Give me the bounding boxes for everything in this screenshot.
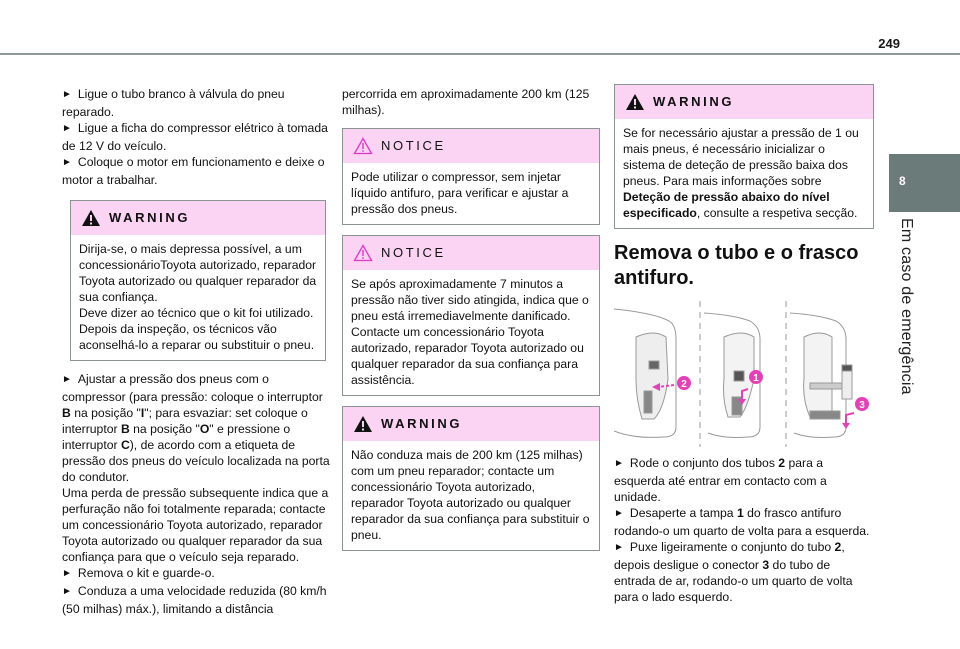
pressure-loss-text: Uma perda de pressão subsequente indica que a perfuração não foi totalmente reparada; contacte um concessionário Toyota autorizado, reparador Toyota autorizado ou qualquer reparador da sua confiança para que o veículo seja reparado. [62,486,329,564]
text: Desaperte a tampa [629,506,737,520]
warning-box [342,406,600,551]
part-ref: 2 [834,540,842,554]
text: Puxe ligeiramente o conjunto do tubo [629,540,835,554]
text: Ajustar a pressão dos pneus com o compressor (para pressão: coloque o interruptor [62,372,323,404]
warning-header [343,407,599,441]
notice-body [343,163,599,224]
continuation-text: percorrida em aproximadamente 200 km (125 milhas). [342,87,590,117]
chapter-number: 8 [899,174,906,188]
text: na posição " [70,406,141,420]
text: Se for necessário ajustar a pressão de 1 ou mais pneus, é necessário inicializar o sistema de deteção de pressão baixa dos pneus. Para mais informações sobre [623,126,859,188]
text: na posição " [129,422,200,436]
warning-body [615,119,873,228]
text: "; para esvaziar: set coloque o interruptor [62,406,308,436]
chapter-tab[interactable] [889,154,960,212]
warning-text: Não conduza mais de 200 km (125 milhas) com um pneu reparador; contacte um concessionário Toyota autorizado, reparador Toyota autorizado ou qualquer reparador da sua confiança para substituir o pneu. [351,448,590,542]
text: ), de acordo com a etiqueta de pressão dos pneus do veículo localizada na porta do condutor. [62,438,330,484]
notice-triangle-outline-icon [353,137,373,155]
step-2-drawing [614,309,676,437]
warning-text [623,125,865,221]
text: para a esquerda até entrar em contacto com a unidade. [614,456,827,504]
switch-c: C [120,438,130,452]
warning-label: WARNING [381,416,463,431]
warning-label: WARNING [109,210,191,225]
notice-text: Pode utilizar o compressor, sem injetar líquido antifuro, para verificar e ajustar a pressão dos pneus. [351,170,569,216]
warning-triangle-filled-icon [625,93,645,111]
text: , consulte a respetiva secção. [696,206,858,220]
notice-header [343,236,599,270]
instruction-step [614,539,874,605]
notice-box [342,128,600,225]
warning-header [615,85,873,119]
warning-text: Dirija-se, o mais depressa possível, a um concessionárioToyota autorizado, reparador Toyota autorizado ou qualquer reparador da sua confiança. [79,242,317,304]
warning-header [71,201,325,235]
warning-body [71,235,325,360]
warning-box [614,84,874,229]
notice-body [343,270,599,395]
text: , depois desligue o conector [614,540,845,572]
warning-box [70,200,326,361]
column-1 [62,86,332,617]
notice-label: NOTICE [381,138,446,153]
warning-text: Deve dizer ao técnico que o kit foi utilizado. [79,306,314,320]
warning-triangle-filled-icon [81,209,101,227]
part-ref: 3 [762,558,770,572]
chapter-title: Em caso de emergência [898,218,915,395]
switch-b: B [62,406,71,420]
position-o: O [199,422,210,436]
section-reference: Deteção de pressão abaixo do nível especificado [623,190,830,220]
warning-text: Depois da inspeção, os técnicos vão aconselhá-lo a reparar ou substituir o pneu. [79,322,315,352]
tube-removal-illustration [614,299,874,449]
switch-b: B [120,422,130,436]
svg-text:3: 3 [859,400,865,411]
instruction-step: ► Ligue a ficha do compressor elétrico à tomada de 12 V do veículo. [62,120,332,154]
text: " e pressione o interruptor [62,422,291,452]
warning-label: WARNING [653,94,735,109]
instruction-step: ► Remova o kit e guarde-o. [62,565,332,583]
part-ref: 2 [778,456,786,470]
notice-triangle-outline-icon [353,244,373,262]
text: Rode o conjunto dos tubos [629,456,779,470]
instruction-step [614,505,874,539]
text: do frasco antifuro rodando-o um quarto de volta para a esquerda. [614,506,870,538]
notice-header [343,129,599,163]
warning-body [343,441,599,550]
notice-label: NOTICE [381,245,446,260]
step-3-drawing [790,313,852,438]
column-3 [614,84,874,605]
position-i: I [140,406,145,420]
instruction-step: ► Conduza a uma velocidade reduzida (80 km/h (50 milhas) máx.), limitando a distância [62,583,332,617]
svg-text:2: 2 [681,379,687,390]
part-ref: 1 [736,506,744,520]
adjust-pressure-step [62,371,332,485]
instruction-step: ► Coloque o motor em funcionamento e deixe o motor a trabalhar. [62,154,332,188]
svg-text:1: 1 [753,373,759,384]
notice-box [342,235,600,396]
page-number: 249 [878,36,900,51]
instruction-step [614,455,874,505]
text: do tubo de entrada de ar, rodando-o um quarto de volta para o lado esquerdo. [614,558,853,604]
section-title: Remova o tubo e o frasco antifuro. [614,242,859,289]
instruction-step: ► Ligue o tubo branco à válvula do pneu reparado. [62,86,332,120]
header-rule [0,53,960,55]
warning-triangle-filled-icon [353,415,373,433]
notice-text: Se após aproximadamente 7 minutos a pressão não tiver sido atingida, indica que o pneu está irremediavelmente danificado. Contacte um concessionário Toyota autorizado, reparador Toyota autorizado ou qualquer reparador da sua confiança para assistência. [351,277,589,387]
column-2 [342,86,600,561]
